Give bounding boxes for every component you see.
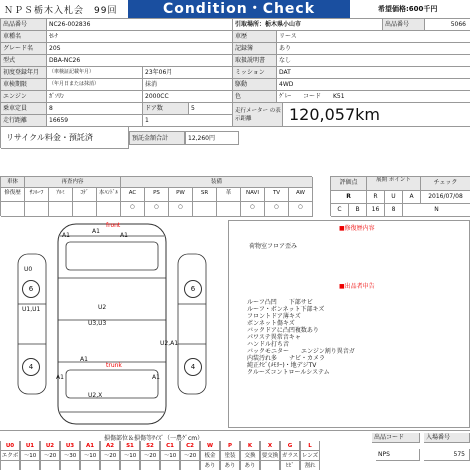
- entry-num-label: 入場番号: [424, 433, 470, 443]
- legend-desc2: 割れ: [300, 461, 320, 470]
- legend-desc: ～20: [140, 451, 160, 461]
- damage-mark: U2: [98, 304, 107, 311]
- notes-panel: [228, 220, 470, 428]
- legend-title: 損傷部位＆損傷等ｻｲｽﾞ（一農ｸﾞcm）: [104, 435, 204, 442]
- legend-desc: ～20: [180, 451, 200, 461]
- equip-value: ○: [169, 202, 193, 217]
- equip-header-car: 車体: [1, 177, 25, 188]
- seller-code-value: NPS: [376, 449, 420, 461]
- color-value: ｸﾞﾚｰ コード K51: [277, 91, 470, 103]
- equip-value: [1, 202, 25, 217]
- first-reg-value: 23年06月: [143, 67, 233, 79]
- capacity-value: 8: [47, 103, 143, 115]
- legend-desc: エクボ: [1, 453, 19, 459]
- equip-col-label: 本ﾊﾝﾄﾞﾙ: [97, 188, 121, 202]
- equip-col-label: PS: [145, 188, 169, 202]
- legend-desc2: [260, 461, 280, 470]
- hope-price: 希望価格:600千円: [378, 5, 438, 13]
- legend-desc2: [180, 461, 200, 470]
- equip-value: ○: [241, 202, 265, 217]
- seller-notes: [247, 299, 467, 376]
- record-label: 記録簿: [233, 43, 277, 55]
- damage-mark: U1,U1: [22, 306, 41, 313]
- owner-value: 1: [143, 115, 233, 127]
- rating-header-score: 評価点: [331, 177, 367, 191]
- legend-desc2: [40, 461, 60, 470]
- equip-value: ○: [121, 202, 145, 217]
- rating-header-point: 展開 ポイント: [367, 177, 421, 191]
- rating-header-check: チェック: [421, 177, 470, 191]
- manual-label: 取扱説明書: [233, 55, 277, 67]
- legend-code: W: [200, 441, 220, 451]
- damage-mark: A1: [152, 374, 160, 381]
- seller-note-line: 純正ﾅﾋﾞ(ﾒﾓﾘｰ)・地デジTV: [247, 362, 317, 369]
- legend-code: U0: [0, 441, 20, 451]
- equip-col-label: 修復歴: [1, 188, 25, 202]
- legend-code: C1: [160, 441, 180, 451]
- legend-desc: ～10: [120, 451, 140, 461]
- basic-info-table: [0, 18, 470, 148]
- legend-desc2: [120, 461, 140, 470]
- inspection-label: 車検期限: [1, 79, 47, 91]
- seller-note-line: ルーフ凸凹 下部サビ: [247, 299, 313, 306]
- legend-desc: 要交換: [261, 453, 279, 459]
- damage-mark: A1: [56, 374, 64, 381]
- recycle-label: リサイクル料金・預託済: [1, 127, 129, 149]
- damage-legend: [0, 430, 470, 470]
- first-reg-note: （車検証記載年月）: [47, 67, 143, 79]
- legend-desc: レンズ: [301, 453, 319, 459]
- lot-number-label: 出品番号: [1, 19, 47, 31]
- equip-header-equip: 装備: [121, 177, 313, 188]
- equip-col-label: TV: [265, 188, 289, 202]
- inspection-value: 抹消: [143, 79, 233, 91]
- car-diagram: [0, 220, 226, 428]
- history-label: 車歴: [233, 31, 277, 43]
- seller-note-line: パワステ異常音キャ: [247, 334, 301, 341]
- equipment-table: [0, 176, 312, 216]
- car-name-value: ｾﾚﾅ: [47, 31, 233, 43]
- legend-desc: ～10: [20, 451, 40, 461]
- doors-label: ドア数: [143, 103, 189, 115]
- tire-depth: 4: [184, 358, 202, 376]
- equip-col-label: 革: [217, 188, 241, 202]
- mileage-value: 120,057km: [283, 103, 470, 127]
- legend-code: G: [280, 441, 300, 451]
- entry-num-value: 575: [424, 449, 470, 461]
- equip-value: ○: [265, 202, 289, 217]
- first-reg-label: 初度登録年月: [1, 67, 47, 79]
- rating-score: R: [331, 191, 367, 204]
- seller-header: ■出品者申告: [339, 283, 375, 290]
- damage-mark: U2,X: [88, 392, 103, 399]
- car-outline: [0, 220, 226, 428]
- history-value: リース: [277, 31, 470, 43]
- legend-desc2: [80, 461, 100, 470]
- recycle-price-value: 12,260円: [185, 131, 239, 145]
- equip-col-label: NAVI: [241, 188, 265, 202]
- equip-value: [193, 202, 217, 217]
- rating-table: [330, 176, 470, 216]
- legend-desc: 板金: [200, 451, 220, 461]
- seller-note-line: ボンネット傷キズ: [247, 320, 295, 327]
- legend-desc2: [140, 461, 160, 470]
- legend-desc: ～30: [60, 451, 80, 461]
- legend-desc2: [160, 461, 180, 470]
- legend-code: U3: [60, 441, 80, 451]
- rating-point2: 8: [385, 204, 403, 217]
- record-value: あり: [277, 43, 470, 55]
- damage-mark: A1: [80, 356, 88, 363]
- legend-code: A2: [100, 441, 120, 451]
- rating-sub: R: [367, 191, 385, 204]
- legend-desc: ～10: [160, 451, 180, 461]
- seller-note-line: クルーズコントロールシステム: [247, 369, 330, 376]
- equip-value: ○: [289, 202, 313, 217]
- legend-desc: ～10: [80, 451, 100, 461]
- damage-mark: U0: [24, 266, 33, 273]
- header-bar: [0, 0, 470, 18]
- inspection-note: （年月日または抹消）: [47, 79, 143, 91]
- rating-date: 2016/07/08: [421, 191, 470, 204]
- distance-label: 走行距離: [1, 115, 47, 127]
- equip-col-label: PW: [169, 188, 193, 202]
- car-name-label: 車種名: [1, 31, 47, 43]
- legend-desc: ～20: [100, 451, 120, 461]
- distance-value: 16659: [47, 115, 143, 127]
- rating-point1: 16: [367, 204, 385, 217]
- legend-desc2: [100, 461, 120, 470]
- mission-label: ミッション: [233, 67, 277, 79]
- legend-desc2: あり: [220, 461, 240, 470]
- equip-col-label: AC: [121, 188, 145, 202]
- legend-desc2: [0, 461, 20, 470]
- doors-value: 5: [189, 103, 233, 115]
- seller-note-line: 内装汚れ多 ナビ・カメラ: [247, 355, 326, 362]
- engine-cc: 2000CC: [143, 91, 233, 103]
- damage-mark: A1: [92, 228, 100, 235]
- entry-number-label: 出品番号: [383, 19, 425, 31]
- equip-value: [49, 202, 73, 217]
- lot-number-value: NC26-002836: [47, 19, 233, 31]
- equip-value: [25, 202, 49, 217]
- tire-depth: 4: [22, 358, 40, 376]
- front-label: front: [106, 222, 121, 229]
- legend-desc: ガラス: [281, 453, 299, 459]
- equip-col-label: AW: [289, 188, 313, 202]
- legend-code: S1: [120, 441, 140, 451]
- logo-text: Condition・Check: [162, 1, 316, 17]
- rating-checker: N: [403, 204, 470, 217]
- equip-col-label: ｻﾝﾙｰﾌ: [25, 188, 49, 202]
- trunk-label: trunk: [106, 362, 122, 369]
- legend-desc2: [20, 461, 40, 470]
- damage-mark: U3,U3: [88, 320, 107, 327]
- engine-label: エンジン: [1, 91, 47, 103]
- seller-note-line: ハンドル打ち音: [247, 341, 290, 348]
- equip-value: [73, 202, 97, 217]
- mission-value: DAT: [277, 67, 470, 79]
- legend-desc2: [60, 461, 80, 470]
- tire-depth: 6: [22, 280, 40, 298]
- grade-value: 20S: [47, 43, 233, 55]
- model-code-value: DBA-NC26: [47, 55, 233, 67]
- seller-note-line: ルーフ・ボンネット下部キズ: [247, 306, 325, 313]
- seller-code-label: 出品コード: [372, 433, 420, 443]
- capacity-label: 乗車定員: [1, 103, 47, 115]
- drive-value: 4WD: [277, 79, 470, 91]
- legend-code: U2: [40, 441, 60, 451]
- legend-desc: 交換: [240, 451, 260, 461]
- auction-title: ＮＰＳ栃木入札会 99回: [4, 6, 118, 16]
- recycle-price-label: 預託金額合計: [129, 131, 185, 145]
- legend-code: K: [240, 441, 260, 451]
- damage-mark: A1: [120, 232, 128, 239]
- equip-value: ○: [145, 202, 169, 217]
- manual-value: なし: [277, 55, 470, 67]
- equip-col-label: SR: [193, 188, 217, 202]
- equip-col-label: ｱﾙﾐ: [49, 188, 73, 202]
- legend-code: L: [300, 441, 320, 451]
- pickup-place: 引取場所：栃木県小山市: [233, 19, 383, 31]
- legend-desc: 塗装: [220, 451, 240, 461]
- rating-sub: A: [403, 191, 421, 204]
- legend-code: U1: [20, 441, 40, 451]
- meter-label: 走行メーター の表示距離: [233, 103, 283, 127]
- repair-header: ■修復歴内容: [339, 225, 375, 232]
- engine-fuel: ｶﾞｿﾘﾝ: [47, 91, 143, 103]
- legend-code: C2: [180, 441, 200, 451]
- legend-desc2: ﾋﾋﾞ: [280, 461, 300, 470]
- seller-note-line: バックモニター エンジン割り異音ガ: [247, 348, 355, 355]
- equip-header-status: 再査内容: [25, 177, 121, 188]
- rating-interior: C: [331, 204, 349, 217]
- rating-sub: U: [385, 191, 403, 204]
- legend-code: S2: [140, 441, 160, 451]
- entry-number-value: 5066: [425, 19, 470, 31]
- model-code-label: 型式: [1, 55, 47, 67]
- legend-desc: ～20: [40, 451, 60, 461]
- color-label: 色: [233, 91, 277, 103]
- equip-value: [97, 202, 121, 217]
- damage-mark: A1: [62, 232, 70, 239]
- equip-value: [217, 202, 241, 217]
- legend-code: P: [220, 441, 240, 451]
- condition-check-logo: [128, 0, 350, 18]
- equip-col-label: ｺｹﾞ: [73, 188, 97, 202]
- repair-text: 荷物室フロア歪み: [249, 243, 298, 250]
- tire-depth: 6: [184, 280, 202, 298]
- legend-grid: [0, 441, 340, 470]
- legend-desc2: あり: [240, 461, 260, 470]
- seller-note-line: フロントドア薄キズ: [247, 313, 301, 320]
- damage-mark: U2,A1: [160, 340, 179, 347]
- grade-label: グレード名: [1, 43, 47, 55]
- legend-code: X: [260, 441, 280, 451]
- rating-exterior: B: [349, 204, 367, 217]
- legend-code: A1: [80, 441, 100, 451]
- legend-desc2: あり: [200, 461, 220, 470]
- drive-label: 駆動: [233, 79, 277, 91]
- seller-note-line: バックドアに凸凹複数あり: [247, 327, 319, 334]
